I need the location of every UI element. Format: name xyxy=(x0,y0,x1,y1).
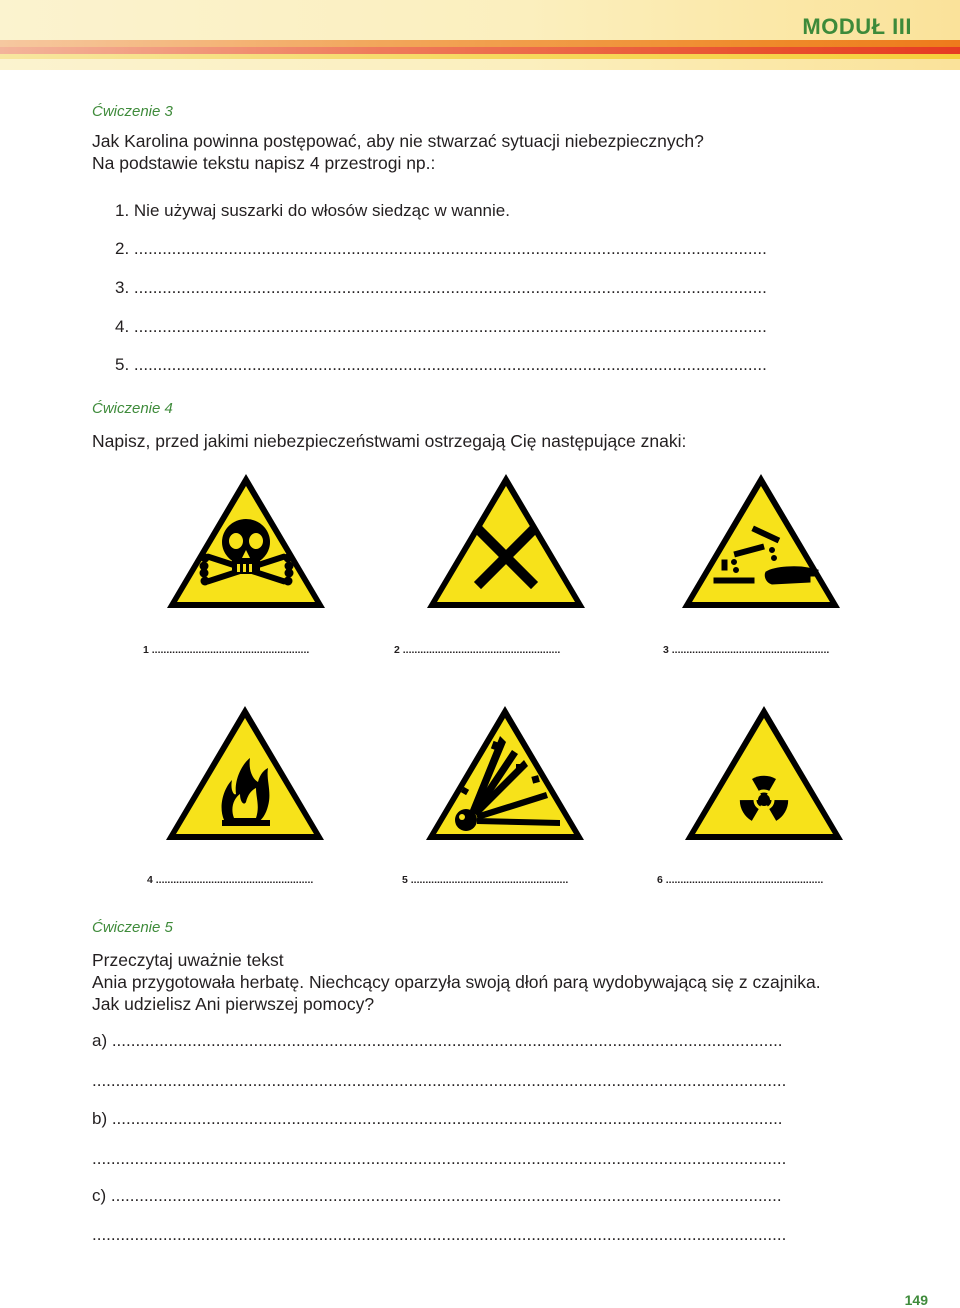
x-cross-icon xyxy=(423,470,589,612)
header-stripe-yellow xyxy=(0,54,960,59)
exercise-5-line-1: Przeczytaj uważnie tekst xyxy=(92,950,284,970)
answer-b-line-2[interactable]: ................................................................................................................................................... xyxy=(92,1149,787,1168)
sign-6-caption[interactable]: 6 ...................................................... xyxy=(657,874,824,886)
exercise-3-item-1: 1. Nie używaj suszarki do włosów siedząc w wannie. xyxy=(115,201,510,220)
radiation-icon xyxy=(681,702,847,844)
answer-b-line-1[interactable]: b) .............................................................................................................................................. xyxy=(92,1109,783,1128)
exercise-3-item-3[interactable]: 3. ...................................................................................................................................... xyxy=(115,278,767,297)
exercise-3-item-4[interactable]: 4. ...................................................................................................................................... xyxy=(115,317,767,336)
sign-2-caption[interactable]: 2 ...................................................... xyxy=(394,644,561,656)
header-stripe-orange xyxy=(0,40,960,47)
module-title: MODUŁ III xyxy=(802,14,912,39)
header-stripe-red xyxy=(0,47,960,54)
answer-c-line-2[interactable]: ................................................................................................................................................... xyxy=(92,1225,787,1244)
exercise-3-heading: Ćwiczenie 3 xyxy=(92,103,173,120)
exercise-3-line-1: Jak Karolina powinna postępować, aby nie stwarzać sytuacji niebezpiecznych? xyxy=(92,131,704,151)
sign-5-caption[interactable]: 5 ...................................................... xyxy=(402,874,569,886)
explosion-icon xyxy=(422,702,588,844)
exercise-4-instruction: Napisz, przed jakimi niebezpieczeństwami ostrzegają Cię następujące znaki: xyxy=(92,431,687,451)
exercise-3-line-2: Na podstawie tekstu napisz 4 przestrogi np.: xyxy=(92,153,436,173)
skull-crossbones-icon xyxy=(163,470,329,612)
exercise-3-item-5[interactable]: 5. ...................................................................................................................................... xyxy=(115,355,767,374)
sign-4-caption[interactable]: 4 ...................................................... xyxy=(147,874,314,886)
exercise-5-line-2: Ania przygotowała herbatę. Niechcący oparzyła swoją dłoń parą wydobywającą się z czajnika. xyxy=(92,972,821,992)
corrosive-icon xyxy=(678,470,844,612)
page-header xyxy=(0,0,960,70)
sign-1-caption[interactable]: 1 ...................................................... xyxy=(143,644,310,656)
answer-a-line-1[interactable]: a) .............................................................................................................................................. xyxy=(92,1031,783,1050)
flame-icon xyxy=(162,702,328,844)
exercise-4-heading: Ćwiczenie 4 xyxy=(92,400,173,417)
exercise-5-line-3: Jak udzielisz Ani pierwszej pomocy? xyxy=(92,994,375,1014)
exercise-3-item-2[interactable]: 2. ...................................................................................................................................... xyxy=(115,239,767,258)
answer-c-line-1[interactable]: c) .............................................................................................................................................. xyxy=(92,1186,782,1205)
page-number: 149 xyxy=(904,1292,928,1308)
sign-3-caption[interactable]: 3 ...................................................... xyxy=(663,644,830,656)
exercise-5-heading: Ćwiczenie 5 xyxy=(92,919,173,936)
answer-a-line-2[interactable]: ................................................................................................................................................... xyxy=(92,1071,787,1090)
